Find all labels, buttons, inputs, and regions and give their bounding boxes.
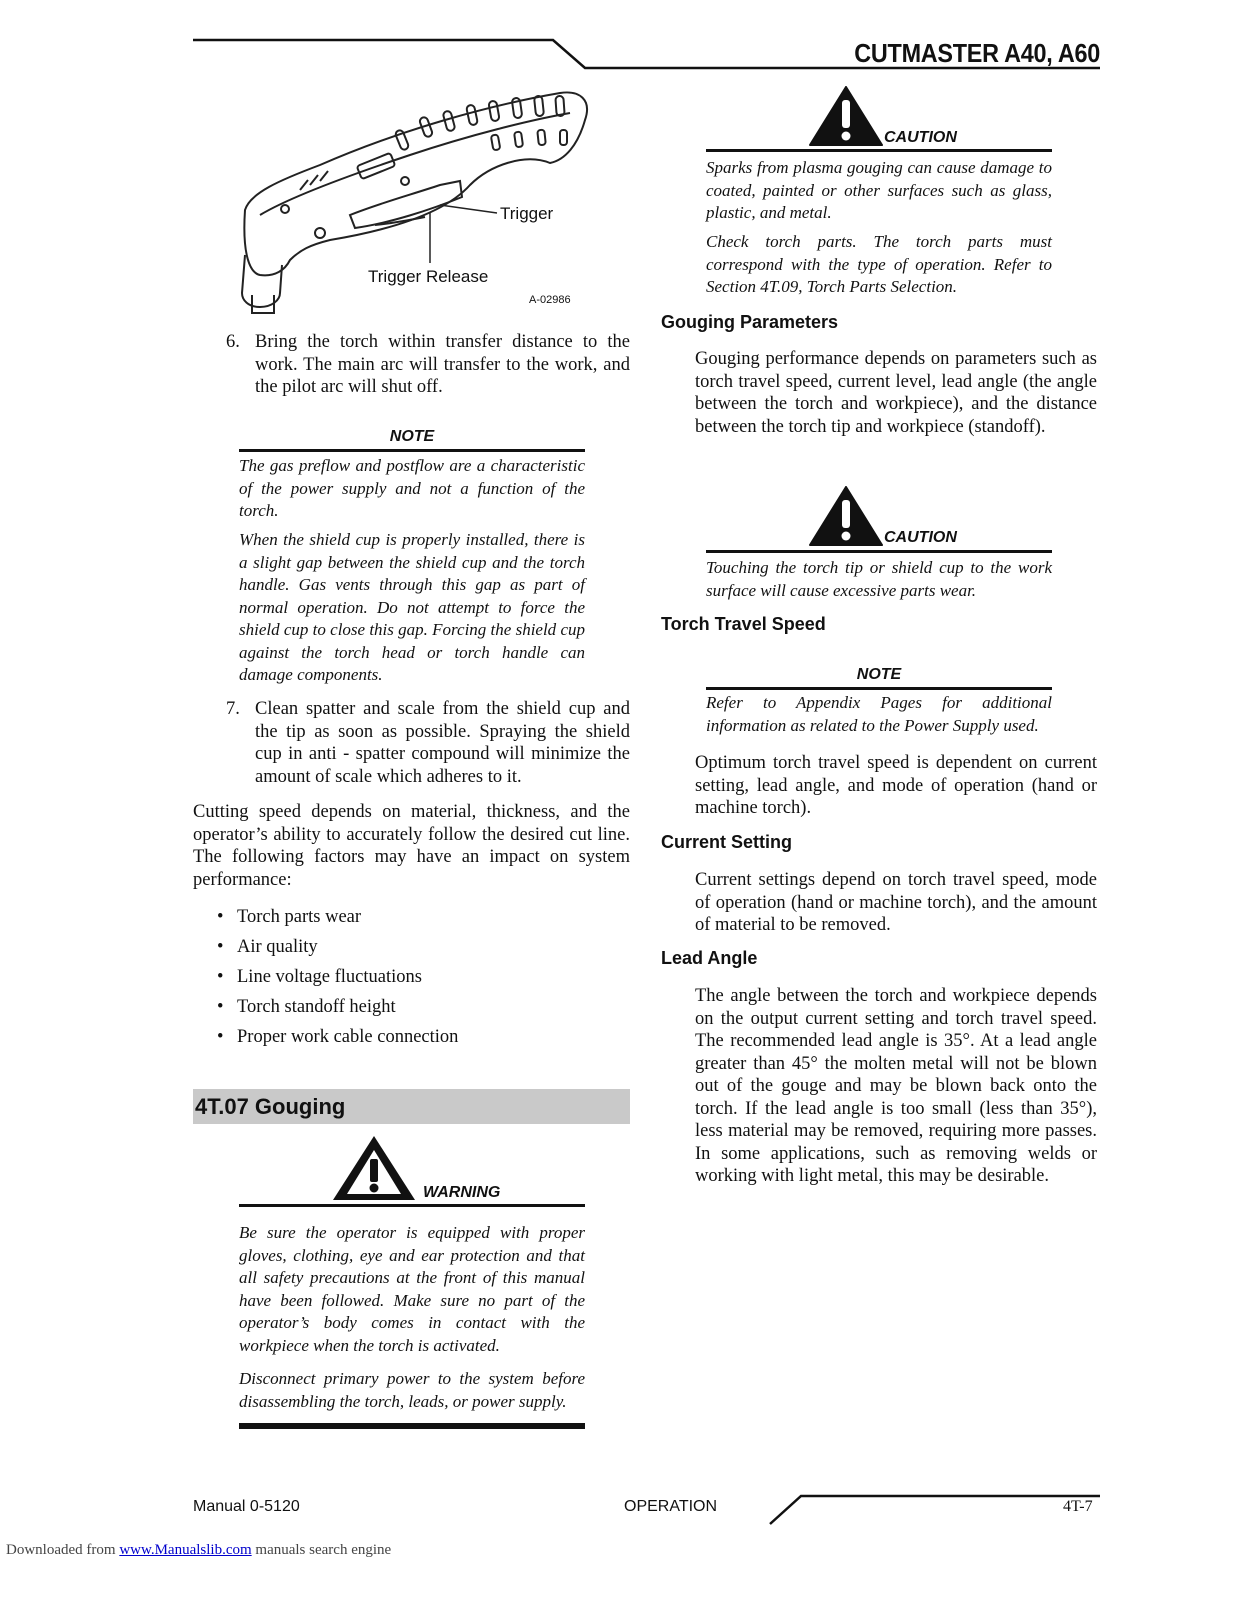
callout-trigger-release: Trigger Release <box>368 267 489 286</box>
lead-angle-heading: Lead Angle <box>661 948 758 968</box>
step-6-text: Bring the torch within transfer distance to the work. The main arc will transfer to the work, and the pilot arc will shut off. <box>255 332 630 397</box>
note-title: NOTE <box>389 428 435 445</box>
callout-trigger: Trigger <box>500 204 554 223</box>
cutting-speed-paragraph: Cutting speed depends on material, thickness, and the operator’s ability to accurately follow the desired cut line. The following factors may have an impact on system performance: <box>193 802 630 890</box>
caution-icon <box>809 486 883 546</box>
footer-rule <box>0 1480 1237 1530</box>
caution-paragraph-2: Check torch parts. The torch parts must correspond with the type of operation. Refer to Section 4T.09, Torch Parts Selection. <box>706 232 1052 296</box>
footer-page-number: 4T-7 <box>1063 1498 1093 1515</box>
footer-section: OPERATION <box>624 1498 718 1515</box>
warning-title: WARNING <box>423 1184 501 1201</box>
step-7-number: 7. <box>226 699 240 719</box>
note-rule <box>706 687 1052 690</box>
section-heading: 4T.07 Gouging <box>195 1094 346 1119</box>
list-item: • Torch parts wear <box>215 902 615 932</box>
step-7-text: Clean spatter and scale from the shield cup and the tip as soon as possible. Spraying the shield cup in anti - spatter compound will minimize the amount of scale which adheres to it. <box>255 699 630 787</box>
list-item: • Proper work cable connection <box>215 1022 615 1052</box>
lead-angle-text: The angle between the torch and workpiece depends on the output current setting and torch travel speed. The recommended lead angle is 35°. At a lead angle greater than 45° the molten metal will not be blown out of the gouge and may be blown back onto the torch. If the lead angle is too small (less than 35°), less material may be removed, requiring more passes. In some applications, such as removing welds or working with light metal, this may be desirable. <box>695 986 1097 1186</box>
gouging-parameters-text: Gouging performance depends on parameters such as torch travel speed, current level, lead angle (the angle between the torch and workpiece), and the distance between the torch tip and workpiece (standoff). <box>695 349 1097 437</box>
manualslib-link[interactable]: www.Manualslib.com <box>119 1542 252 1558</box>
current-setting-heading: Current Setting <box>661 832 793 852</box>
warning-paragraph-1: Be sure the operator is equipped with proper gloves, clothing, eye and ear protection and that all safety precautions at the front of this manual have been followed. Make sure no part of the operator’s body comes in contact with the workpiece when the torch is activated. <box>239 1223 585 1355</box>
caution-title: CAUTION <box>884 529 957 546</box>
figure-id: A-02986 <box>529 294 571 306</box>
caution-rule <box>706 149 1052 152</box>
warning-bottom-rule <box>239 1423 585 1429</box>
warning-paragraph-2: Disconnect primary power to the system before disassembling the torch, leads, or power supply. <box>239 1369 585 1411</box>
download-prefix: Downloaded from <box>6 1542 120 1558</box>
footer-manual-number: Manual 0-5120 <box>193 1498 300 1515</box>
warning-icon <box>331 1134 417 1202</box>
travel-speed-text: Optimum torch travel speed is dependent on current setting, lead angle, and mode of operation (hand or machine torch). <box>695 753 1097 818</box>
factor-list <box>215 902 615 1052</box>
list-item: • Line voltage fluctuations <box>215 962 615 992</box>
download-notice <box>6 1542 391 1559</box>
note-paragraph-2: When the shield cup is properly installed, there is a slight gap between the shield cup and the torch handle. Gas vents through this gap as part of normal operation. Do not attempt to force the shield cup to close this gap. Forcing the shield cup against the torch head or torch handle can damage components. <box>239 530 585 684</box>
header-title: CUTMASTER A40, A60 <box>854 38 1100 68</box>
current-setting-text: Current settings depend on torch travel speed, mode of operation (hand or machine torch), and the amount of material to be removed. <box>695 870 1097 935</box>
warning-top-rule <box>239 1204 585 1207</box>
list-item: • Torch standoff height <box>215 992 615 1022</box>
note-paragraph-1: The gas preflow and postflow are a characteristic of the power supply and not a function of the torch. <box>239 456 585 520</box>
note-paragraph: Refer to Appendix Pages for additional information as related to the Power Supply used. <box>706 693 1052 735</box>
caution-paragraph-1: Sparks from plasma gouging can cause damage to coated, painted or other surfaces such as glass, plastic, and metal. <box>706 158 1052 222</box>
step-6-number: 6. <box>226 332 240 352</box>
note-title: NOTE <box>856 666 902 683</box>
torch-travel-speed-heading: Torch Travel Speed <box>661 614 826 634</box>
caution-paragraph: Touching the torch tip or shield cup to the work surface will cause excessive parts wear. <box>706 558 1052 600</box>
note-rule <box>239 449 585 452</box>
caution-title: CAUTION <box>884 129 957 146</box>
download-suffix: manuals search engine <box>251 1542 392 1558</box>
gouging-parameters-heading: Gouging Parameters <box>661 312 839 332</box>
caution-rule <box>706 550 1052 553</box>
list-item: • Air quality <box>215 932 615 962</box>
caution-icon <box>809 86 883 146</box>
